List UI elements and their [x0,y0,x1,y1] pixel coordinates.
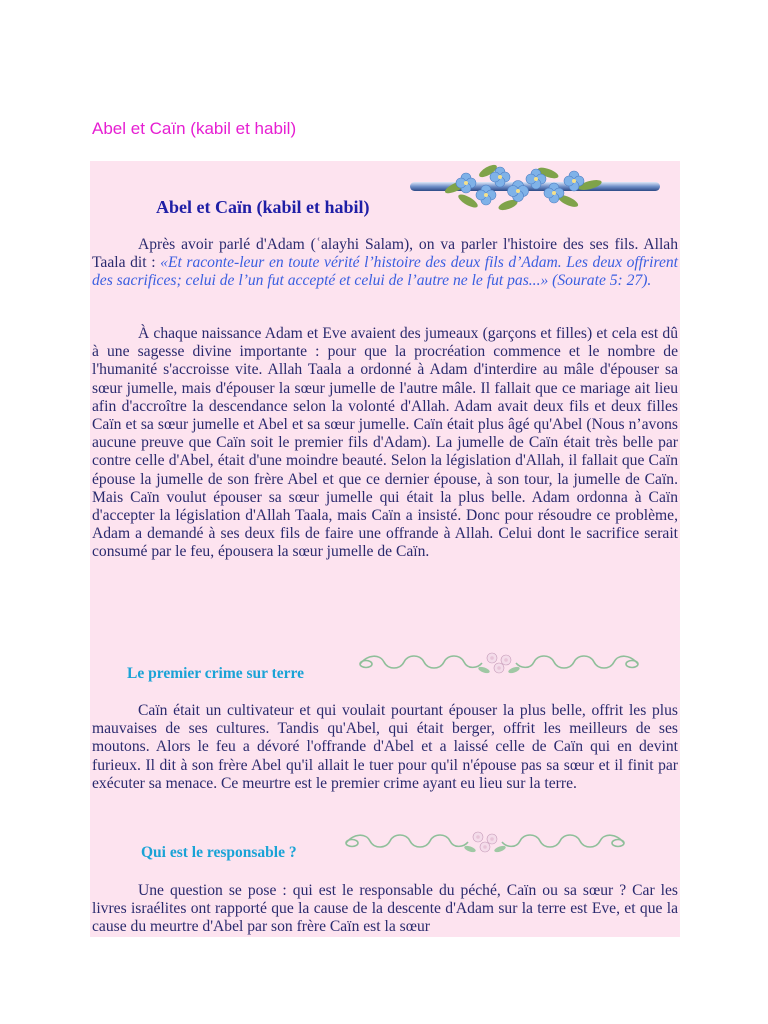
flower-garland-icon [408,161,662,217]
responsible-paragraph: Une question se pose : qui est le responsable du péché, Caïn ou sa sœur ? Car les livres israélites ont rapporté que la cause de la descente d'Adam sur la terre est Eve, et que la cause du meurtre d'Abel par son frère Caïn est la sœur [92,882,678,936]
vine-ornament-icon [356,648,642,678]
article-panel [90,161,680,937]
story-paragraph: À chaque naissance Adam et Eve avaient des jumeaux (garçons et filles) et cela est dû à une sagesse divine importante : pour que la procréation commence et le nombre de l'humanité s'accroisse vite. Allah Taala a ordonné à Adam d'interdire au mâle d'épouser sa sœur jumelle, mais d'épouser la sœur jumelle de l'autre mâle. Il fallait que ce mariage ait lieu afin d'accroître la descendance selon la volonté d'Allah. Adam avait deux fils et deux filles Caïn et sa sœur jumelle et Abel et sa sœur jumelle. Caïn était plus âgé qu'Abel (Nous n’avons aucune preuve que Caïn soit le premier fils d'Adam). La jumelle de Caïn était très belle par contre celle d'Abel, était d'une moindre beauté. Selon la législation d'Allah, il fallait que Caïn épouse la jumelle de son frère Abel et que ce dernier épouse, à son tour, la jumelle de Caïn. Mais Caïn voulut épouser sa sœur jumelle qui était la plus belle. Adam ordonna à Caïn d'accepter la législation d'Allah Taala, mais Caïn a insisté. Donc pour résoudre ce problème, Adam a demandé à ses deux fils de faire une offrande à Allah. Celui dont le sacrifice serait consumé par le feu, épousera la sœur jumelle de Caïn. [92,325,678,561]
section-heading-responsible: Qui est le responsable ? [141,844,297,861]
intro-text: Après avoir parlé d'Adam (ʿalayhi Salam), on va parler l'histoire des ses fils. Allah Taala dit : [92,236,678,272]
article-heading: Abel et Caïn (kabil et habil) [156,197,370,217]
section-heading-first-crime: Le premier crime sur terre [127,665,305,682]
document-title: Abel et Caïn (kabil et habil) [92,119,297,138]
intro-paragraph [92,236,678,291]
vine-ornament-icon [342,827,628,857]
first-crime-paragraph: Caïn était un cultivateur et qui voulait pourtant épouser la plus belle, offrit les plus mauvaises de ses cultures. Tandis qu'Abel, qui était berger, offrit les meilleurs de ses moutons. Alors le feu a dévoré l'offrande d'Abel et a laissé celle de Caïn qui en devint furieux. Il dit à son frère Abel qu'il allait le tuer pour qu'il n'épouse pas sa sœur et il finit par exécuter sa menace. Ce meurtre est le premier crime ayant eu lieu sur la terre. [92,702,678,792]
quran-quote: «Et raconte-leur en toute vérité l’histoire des deux fils d’Adam. Les deux offrirent des sacrifices; celui de l’un fut accepté et celui de l’autre ne le fut pas...» (Sourate 5: 27). [92,254,678,290]
